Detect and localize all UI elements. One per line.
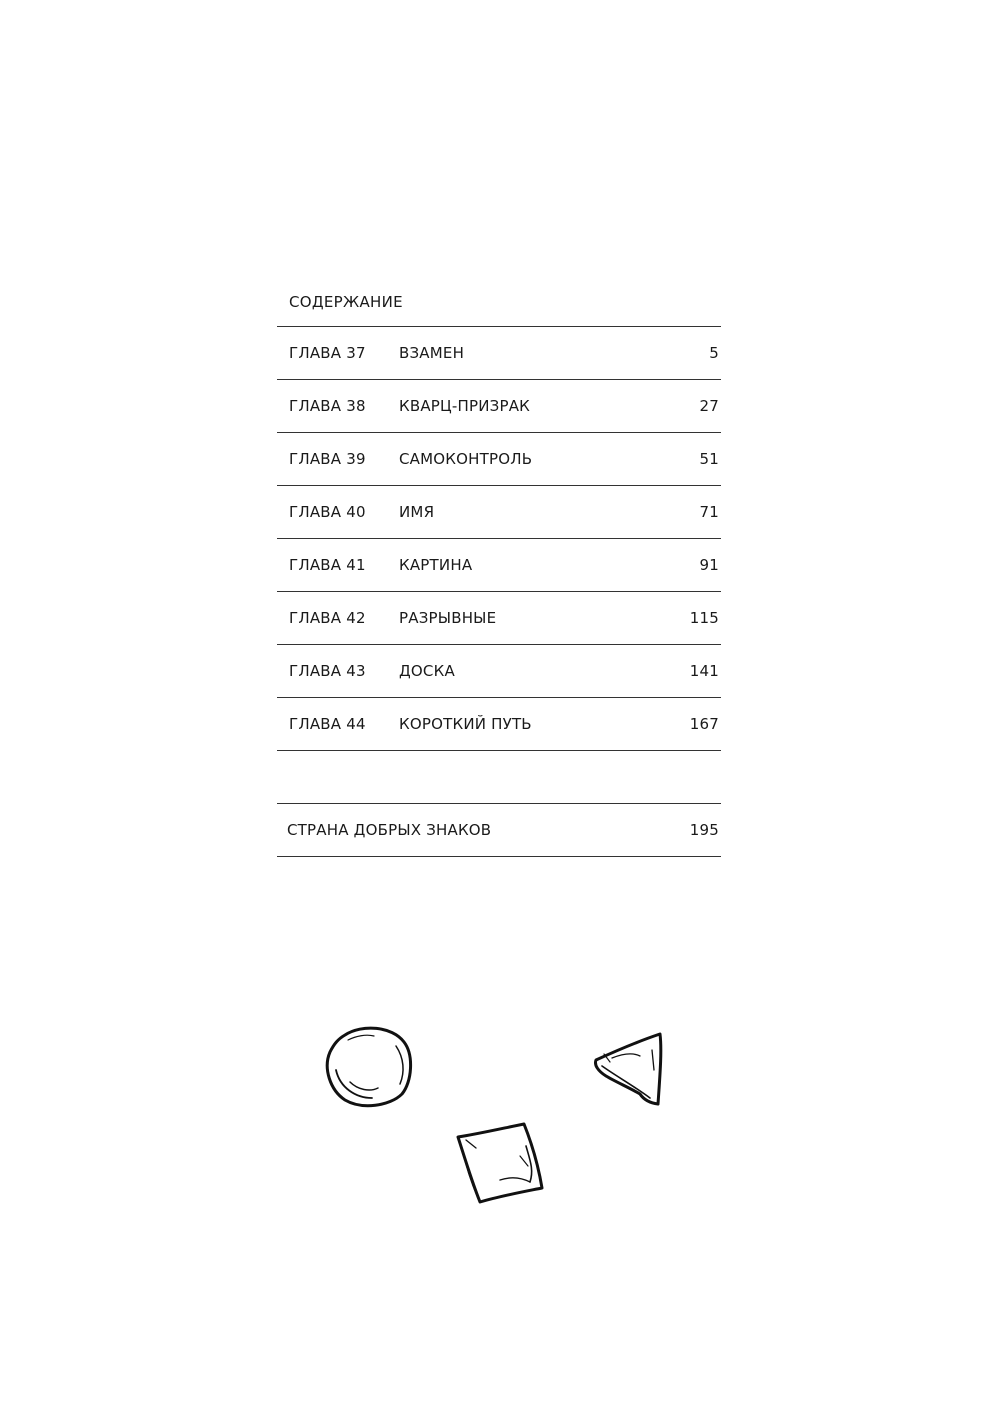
page-number: 141 [689, 662, 719, 680]
table-of-contents [277, 284, 721, 857]
chapter-title: КВАРЦ-ПРИЗРАК [399, 397, 531, 415]
toc-row[interactable] [277, 645, 721, 698]
chapter-title: ИМЯ [399, 503, 435, 521]
toc-row[interactable] [277, 486, 721, 539]
page-number: 195 [689, 821, 719, 839]
toc-row[interactable] [277, 698, 721, 751]
page-number: 5 [709, 344, 719, 362]
chapter-number: ГЛАВА 39 [289, 450, 366, 468]
chapter-number: ГЛАВА 40 [289, 503, 366, 521]
toc-row-extra[interactable] [277, 804, 721, 857]
toc-row[interactable] [277, 433, 721, 486]
toc-row[interactable] [277, 592, 721, 645]
toc-spacer [277, 751, 721, 804]
chapter-number: ГЛАВА 37 [289, 344, 366, 362]
toc-title: СОДЕРЖАНИЕ [277, 284, 721, 327]
page-number: 51 [699, 450, 719, 468]
chapter-title: ДОСКА [399, 662, 455, 680]
chapter-title: ВЗАМЕН [399, 344, 465, 362]
toc-row[interactable] [277, 380, 721, 433]
page-number: 115 [689, 609, 719, 627]
circle-stone-icon [327, 1028, 410, 1106]
page-number: 91 [699, 556, 719, 574]
chapter-number: ГЛАВА 42 [289, 609, 366, 627]
square-stone-icon [458, 1124, 542, 1202]
chapter-number: ГЛАВА 44 [289, 715, 366, 733]
chapter-title: САМОКОНТРОЛЬ [399, 450, 533, 468]
chapter-title: КАРТИНА [399, 556, 473, 574]
page-number: 71 [699, 503, 719, 521]
toc-row[interactable] [277, 327, 721, 380]
toc-row[interactable] [277, 539, 721, 592]
chapter-number: ГЛАВА 38 [289, 397, 366, 415]
extra-title: СТРАНА ДОБРЫХ ЗНАКОВ [287, 821, 492, 839]
triangle-stone-icon [595, 1034, 660, 1104]
chapter-title: КОРОТКИЙ ПУТЬ [399, 715, 532, 733]
chapter-title: РАЗРЫВНЫЕ [399, 609, 497, 627]
page-number: 27 [699, 397, 719, 415]
chapter-number: ГЛАВА 43 [289, 662, 366, 680]
page-number: 167 [689, 715, 719, 733]
chapter-number: ГЛАВА 41 [289, 556, 366, 574]
